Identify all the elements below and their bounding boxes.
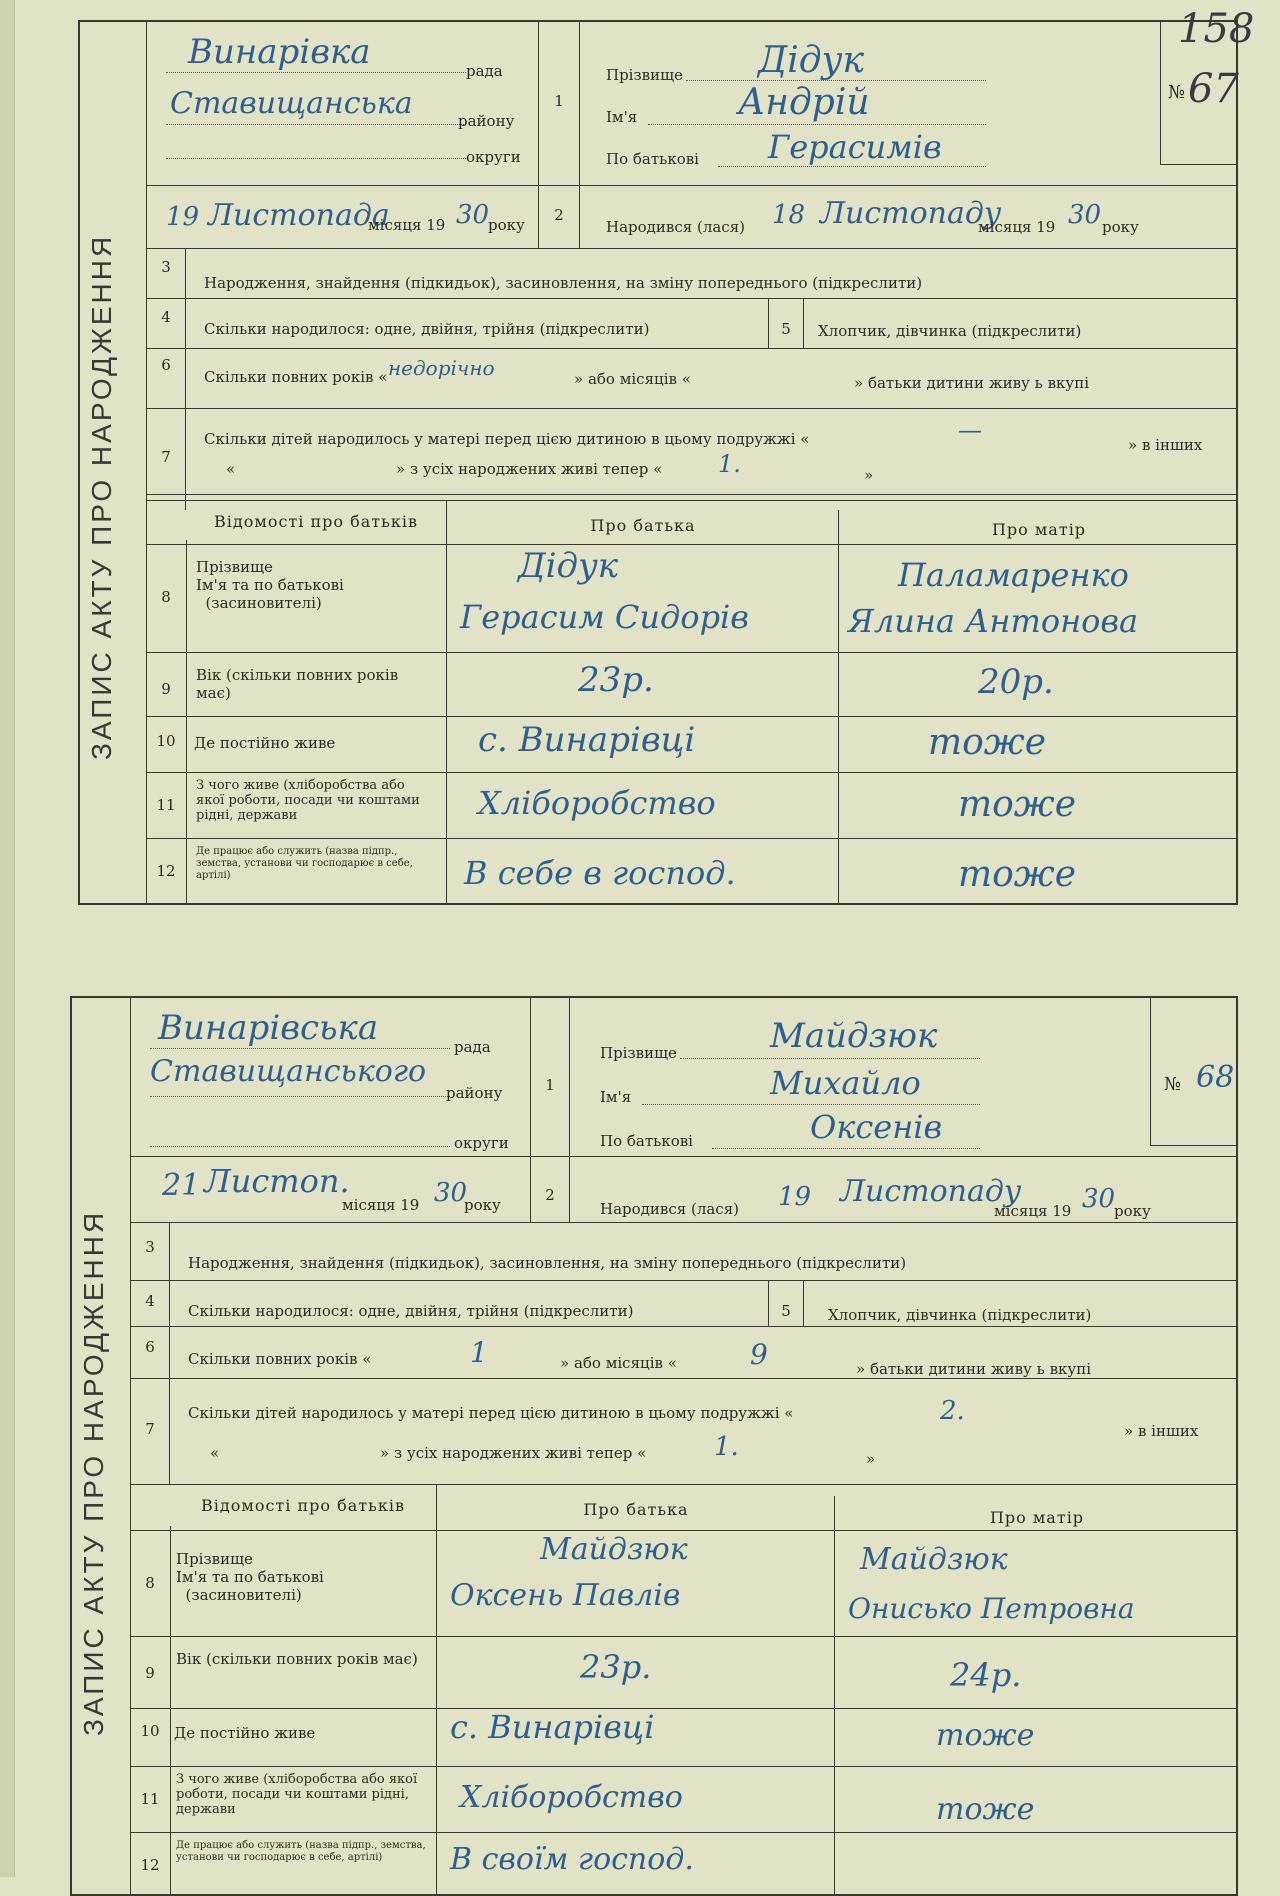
reg-day: 21 bbox=[162, 1168, 201, 1203]
birth-record-2 bbox=[70, 996, 1238, 1877]
row7-a: Скільки дітей народилось у матері перед цією дитиною в цьому подружжі « bbox=[188, 1404, 794, 1422]
row-number: 3 bbox=[161, 258, 171, 276]
row6-c: » батьки дитини живу ь вкупі bbox=[856, 1360, 1092, 1378]
col-line bbox=[186, 540, 187, 905]
row-divider bbox=[146, 408, 1238, 409]
years-together: недорічно bbox=[388, 356, 495, 380]
birth-month: Листопаду bbox=[840, 1174, 1022, 1209]
page-edge bbox=[0, 0, 15, 1877]
row-number: 8 bbox=[161, 588, 171, 606]
father-name-1: Дідук bbox=[518, 546, 619, 586]
rayon-line bbox=[166, 124, 466, 125]
r10-label: Де постійно живе bbox=[194, 734, 336, 752]
father-age: 23р. bbox=[578, 660, 654, 700]
row-divider bbox=[130, 1530, 1238, 1531]
mother-lives: тоже bbox=[936, 1718, 1035, 1753]
months-together: 9 bbox=[750, 1338, 768, 1371]
r11-label: З чого живе (хліборобства або якої роботи, посади чи коштами рідні, держави bbox=[176, 1772, 418, 1817]
r9-label: Вік (скільки повних років має) bbox=[176, 1650, 418, 1668]
num-col-lower bbox=[146, 248, 186, 510]
birth-month: Листопаду bbox=[820, 196, 1002, 231]
row-divider bbox=[130, 1636, 1238, 1637]
side-title: ЗАПИС АКТУ ПРО НАРОДЖЕННЯ bbox=[86, 233, 117, 760]
children-alive: 1. bbox=[718, 450, 741, 478]
birth-roku-label: року bbox=[1102, 218, 1139, 236]
reg-month: Листоп. bbox=[204, 1162, 350, 1200]
row-divider bbox=[146, 838, 1238, 839]
record-number: 67 bbox=[1188, 66, 1239, 112]
rayon-value: Ставищанська bbox=[170, 86, 413, 121]
mother-income: тоже bbox=[936, 1792, 1035, 1827]
row7-e: » bbox=[864, 466, 874, 484]
row-number: 11 bbox=[156, 796, 176, 814]
reg-day: 19 bbox=[166, 202, 200, 232]
reg-year: 30 bbox=[434, 1178, 468, 1208]
row-number: 1 bbox=[554, 92, 564, 110]
col-line bbox=[446, 500, 447, 905]
r8-label: Прізвище Ім'я та по батькові (засиновителі) bbox=[176, 1550, 324, 1604]
row-divider bbox=[130, 1378, 1238, 1379]
mother-work: тоже bbox=[958, 854, 1077, 895]
birth-day: 18 bbox=[772, 200, 806, 230]
mother-name-2: Онисько Петровна bbox=[848, 1592, 1135, 1625]
rada-label: рада bbox=[454, 1038, 491, 1056]
okrugy-label: округи bbox=[466, 148, 521, 166]
r12-label: Де працює або служить (назва підпр., земства, установи чи господарює в себе, артілі) bbox=[176, 1840, 426, 1863]
col-line bbox=[170, 1526, 171, 1896]
row-number: 11 bbox=[140, 1790, 160, 1808]
father-name-2: Герасим Сидорів bbox=[460, 598, 749, 636]
row7-c: « bbox=[226, 460, 236, 478]
born-label: Народився (лася) bbox=[606, 218, 746, 236]
father-income: Хліборобство bbox=[478, 784, 716, 822]
row-number: 9 bbox=[145, 1664, 155, 1682]
surname-value: Дідук bbox=[758, 40, 864, 81]
rada-label: рада bbox=[466, 62, 503, 80]
row-divider bbox=[146, 348, 1238, 349]
row-divider bbox=[130, 1326, 1238, 1327]
patronymic-label: По батькові bbox=[606, 150, 699, 168]
patronymic-line bbox=[718, 166, 986, 167]
birth-year: 30 bbox=[1082, 1184, 1116, 1214]
birth-year: 30 bbox=[1068, 200, 1102, 230]
rada-value: Винарівка bbox=[188, 32, 371, 72]
rayon-label: району bbox=[458, 112, 515, 130]
col-line bbox=[834, 1496, 835, 1896]
row-divider bbox=[146, 494, 1238, 495]
page-number: 158 bbox=[1178, 6, 1255, 52]
side-title: ЗАПИС АКТУ ПРО НАРОДЖЕННЯ bbox=[78, 1209, 109, 1736]
row-number: 12 bbox=[140, 1856, 160, 1874]
row-number: 6 bbox=[161, 356, 171, 374]
birth-record-1 bbox=[78, 20, 1238, 905]
row-number: 4 bbox=[161, 308, 171, 326]
row3-text: Народження, знайдення (підкидьок), засиновлення, на зміну попереднього (підкреслити) bbox=[204, 274, 923, 292]
row-number: 4 bbox=[145, 1292, 155, 1310]
birth-month-year-label: місяця 19 bbox=[994, 1202, 1072, 1220]
father-header: Про батька bbox=[590, 516, 696, 535]
birth-month-year-label: місяця 19 bbox=[978, 218, 1056, 236]
row-number: 7 bbox=[145, 1420, 155, 1438]
row6-b: » або місяців « bbox=[560, 1354, 677, 1372]
okrugy-line bbox=[150, 1146, 450, 1147]
row4-text: Скільки народилося: одне, двійня, трійня (підкреслити) bbox=[204, 320, 650, 338]
father-name-1: Майдзюк bbox=[540, 1532, 688, 1567]
col-line bbox=[436, 1484, 437, 1896]
row-divider bbox=[538, 185, 1238, 186]
surname-label: Прізвище bbox=[606, 66, 683, 84]
okrugy-label: округи bbox=[454, 1134, 509, 1152]
father-income: Хліборобство bbox=[460, 1780, 683, 1815]
r11-label: З чого живе (хліборобства або якої роботи, посади чи коштами рідні, держави bbox=[196, 778, 420, 823]
row6-c: » батьки дитини живу ь вкупі bbox=[854, 374, 1090, 392]
row7-d: » з усіх народжених живі тепер « bbox=[396, 460, 663, 478]
mother-income: тоже bbox=[958, 784, 1077, 825]
reg-month: Листопада bbox=[208, 198, 390, 233]
row-number: 3 bbox=[145, 1238, 155, 1256]
surname-label: Прізвище bbox=[600, 1044, 677, 1062]
reg-month-year-label: місяця 19 bbox=[342, 1196, 420, 1214]
row7-b: » в інших bbox=[1124, 1422, 1199, 1440]
reg-roku-label: року bbox=[488, 216, 525, 234]
rayon-line bbox=[150, 1096, 450, 1097]
mother-age: 24р. bbox=[950, 1656, 1022, 1694]
row6-a: Скільки повних років « bbox=[204, 368, 388, 386]
rayon-value: Ставищанського bbox=[150, 1054, 427, 1089]
row-divider bbox=[130, 1280, 1238, 1281]
row-number: 5 bbox=[781, 1302, 791, 1320]
mother-header: Про матір bbox=[991, 520, 1087, 539]
row-divider bbox=[146, 544, 1238, 545]
years-together: 1 bbox=[470, 1336, 488, 1369]
mother-lives: тоже bbox=[928, 722, 1047, 763]
row7-c: « bbox=[210, 1444, 220, 1462]
row-divider bbox=[146, 652, 1238, 653]
row-number: 9 bbox=[161, 680, 171, 698]
children-before: — bbox=[958, 416, 982, 444]
row-number: 1 bbox=[545, 1076, 555, 1094]
row-divider bbox=[130, 1766, 1238, 1767]
row7-a: Скільки дітей народилось у матері перед цією дитиною в цьому подружжі « bbox=[204, 430, 810, 448]
row3-text: Народження, знайдення (підкидьок), засиновлення, на зміну попереднього (підкреслити) bbox=[188, 1254, 907, 1272]
row7-e: » bbox=[866, 1450, 876, 1468]
rada-line bbox=[150, 1048, 450, 1049]
record-number: 68 bbox=[1196, 1060, 1235, 1095]
r9-label: Вік (скільки повних років має) bbox=[196, 666, 399, 702]
father-name-2: Оксень Павлів bbox=[450, 1578, 681, 1613]
father-header: Про батька bbox=[583, 1500, 689, 1519]
row4-text: Скільки народилося: одне, двійня, трійня (підкреслити) bbox=[188, 1302, 634, 1320]
row7-d: » з усіх народжених живі тепер « bbox=[380, 1444, 647, 1462]
born-label: Народився (лася) bbox=[600, 1200, 740, 1218]
parents-info-header: Відомості про батьків bbox=[214, 512, 418, 531]
mother-name-2: Ялина Антонова bbox=[848, 602, 1139, 640]
row-number: 6 bbox=[145, 1338, 155, 1356]
row-number: 12 bbox=[156, 862, 176, 880]
mother-header: Про матір bbox=[989, 1508, 1085, 1527]
rada-value: Винарівська bbox=[158, 1008, 379, 1048]
father-work: В своїм господ. bbox=[450, 1842, 694, 1877]
row6-a: Скільки повних років « bbox=[188, 1350, 372, 1368]
birth-roku-label: року bbox=[1114, 1202, 1151, 1220]
r8-label: Прізвище Ім'я та по батькові (засиновителі) bbox=[196, 558, 344, 612]
reg-roku-label: року bbox=[464, 1196, 501, 1214]
patronymic-value: Герасимів bbox=[768, 128, 942, 166]
row-number: 2 bbox=[554, 206, 564, 224]
row-number: 8 bbox=[145, 1574, 155, 1592]
number-label: № bbox=[1164, 1074, 1182, 1095]
r12-label: Де працює або служить (назва підпр., земства, установи чи господарює в себе, артілі) bbox=[196, 846, 413, 881]
father-age: 23р. bbox=[580, 1648, 652, 1686]
row5-text: Хлопчик, дівчинка (підкреслити) bbox=[828, 1306, 1092, 1324]
children-alive: 1. bbox=[714, 1432, 739, 1462]
name-value: Михайло bbox=[770, 1064, 921, 1102]
patronymic-value: Оксенів bbox=[810, 1108, 943, 1146]
row-number: 2 bbox=[545, 1186, 555, 1204]
parents-info-header: Відомості про батьків bbox=[201, 1496, 405, 1515]
reg-month-year-label: місяця 19 bbox=[368, 216, 446, 234]
row6-b: » або місяців « bbox=[574, 370, 691, 388]
father-work: В себе в господ. bbox=[464, 854, 736, 892]
mother-age: 20р. bbox=[978, 662, 1054, 702]
patronymic-label: По батькові bbox=[600, 1132, 693, 1150]
row-number: 10 bbox=[156, 732, 176, 750]
r10-label: Де постійно живе bbox=[174, 1724, 316, 1742]
row-number: 7 bbox=[161, 448, 171, 466]
row-number: 10 bbox=[140, 1722, 160, 1740]
top-left-divider bbox=[130, 1156, 540, 1157]
patronymic-line bbox=[712, 1148, 980, 1149]
father-lives: с. Винарівці bbox=[450, 1708, 655, 1746]
okrugy-line bbox=[166, 158, 466, 159]
row-divider bbox=[146, 298, 1238, 299]
name-line bbox=[648, 124, 986, 125]
top-left-divider bbox=[146, 185, 546, 186]
surname-value: Майдзюк bbox=[770, 1016, 938, 1056]
row-divider bbox=[146, 716, 1238, 717]
name-value: Андрій bbox=[738, 82, 870, 123]
rayon-label: району bbox=[446, 1084, 503, 1102]
mother-name-1: Паламаренко bbox=[898, 556, 1129, 594]
name-label: Ім'я bbox=[600, 1088, 632, 1106]
name-label: Ім'я bbox=[606, 108, 638, 126]
row-divider bbox=[130, 1832, 1238, 1833]
row-divider bbox=[146, 772, 1238, 773]
surname-line bbox=[680, 1058, 980, 1059]
birth-day: 19 bbox=[778, 1182, 812, 1212]
row-number: 5 bbox=[781, 320, 791, 338]
reg-year: 30 bbox=[456, 200, 490, 230]
row5-text: Хлопчик, дівчинка (підкреслити) bbox=[818, 322, 1082, 340]
rada-line bbox=[166, 72, 466, 73]
rows-3-7-frame bbox=[130, 1222, 1238, 1223]
row-divider bbox=[130, 1708, 1238, 1709]
col-line bbox=[838, 510, 839, 905]
row7-b: » в інших bbox=[1128, 436, 1203, 454]
father-lives: с. Винарівці bbox=[478, 720, 696, 760]
mother-name-1: Майдзюк bbox=[860, 1542, 1008, 1577]
row-divider bbox=[530, 1156, 1238, 1157]
name-line bbox=[642, 1104, 980, 1105]
children-before: 2. bbox=[940, 1396, 965, 1426]
rows-3-7-frame bbox=[146, 248, 1238, 249]
number-label: № bbox=[1168, 82, 1186, 103]
